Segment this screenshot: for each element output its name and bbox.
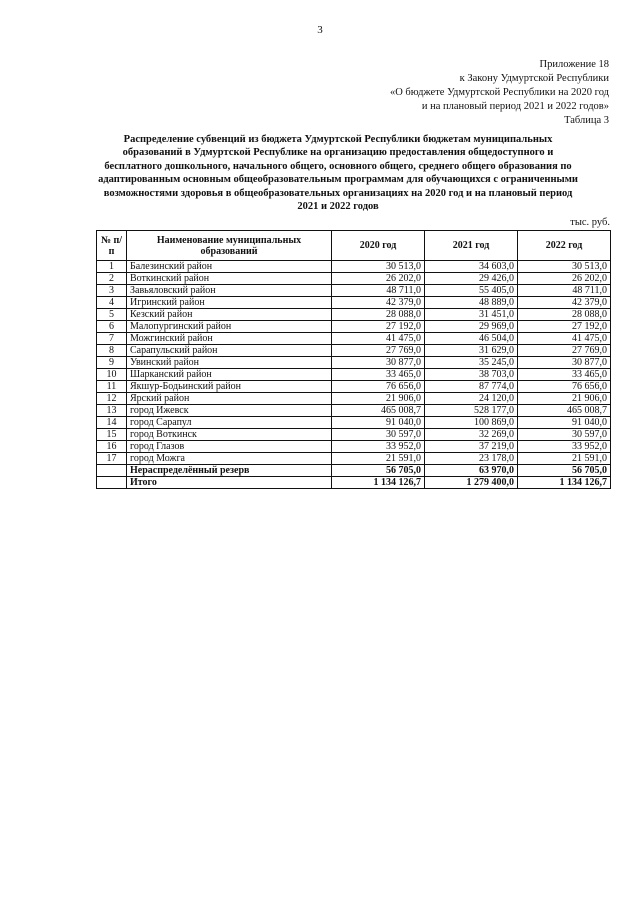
total-row — [97, 477, 611, 489]
cell-num: 14 — [97, 417, 127, 429]
table-row — [97, 285, 611, 297]
title-line: бесплатного дошкольного, начального общего, основного общего, среднего общего образования по — [104, 160, 572, 172]
document-title — [98, 133, 578, 213]
appendix-line: «О бюджете Удмуртской Республики на 2020 год — [389, 87, 609, 98]
table-header-row — [97, 231, 611, 261]
cell-num: 2 — [97, 273, 127, 285]
cell-num: 16 — [97, 441, 127, 453]
cell-2022: 21 591,0 — [518, 453, 611, 465]
cell-2021: 100 869,0 — [425, 417, 518, 429]
cell-2022: 42 379,0 — [518, 297, 611, 309]
cell-2021: 24 120,0 — [425, 393, 518, 405]
units-label: тыс. руб. — [570, 217, 610, 228]
cell-name: город Можга — [127, 453, 332, 465]
cell-num: 9 — [97, 357, 127, 369]
cell-2020: 42 379,0 — [332, 297, 425, 309]
cell-2022: 41 475,0 — [518, 333, 611, 345]
table-row — [97, 453, 611, 465]
table-row — [97, 345, 611, 357]
cell-2021: 37 219,0 — [425, 441, 518, 453]
cell-2022: 33 952,0 — [518, 441, 611, 453]
header-2021: 2021 год — [425, 231, 518, 261]
cell-2021: 63 970,0 — [425, 465, 518, 477]
cell-num: 12 — [97, 393, 127, 405]
cell-num: 8 — [97, 345, 127, 357]
appendix-line: к Закону Удмуртской Республики — [459, 73, 609, 84]
cell-2021: 32 269,0 — [425, 429, 518, 441]
cell-num: 3 — [97, 285, 127, 297]
cell-num: 5 — [97, 309, 127, 321]
cell-name: город Сарапул — [127, 417, 332, 429]
cell-num: 6 — [97, 321, 127, 333]
cell-2022: 27 192,0 — [518, 321, 611, 333]
cell-2022: 30 877,0 — [518, 357, 611, 369]
title-line: адаптированным основным общеобразовательным программам для обучающихся с ограниченными — [98, 174, 578, 186]
table-row — [97, 405, 611, 417]
header-2020: 2020 год — [332, 231, 425, 261]
cell-2020: 30 597,0 — [332, 429, 425, 441]
table-row — [97, 357, 611, 369]
cell-2020: 48 711,0 — [332, 285, 425, 297]
cell-name: Увинский район — [127, 357, 332, 369]
table-row — [97, 441, 611, 453]
header-2022: 2022 год — [518, 231, 611, 261]
cell-name: Воткинский район — [127, 273, 332, 285]
table-row — [97, 381, 611, 393]
cell-2022: 465 008,7 — [518, 405, 611, 417]
cell-2021: 34 603,0 — [425, 261, 518, 273]
cell-num — [97, 477, 127, 489]
table-label: Таблица 3 — [564, 115, 609, 126]
cell-2022: 27 769,0 — [518, 345, 611, 357]
cell-name: город Воткинск — [127, 429, 332, 441]
cell-2022: 30 513,0 — [518, 261, 611, 273]
cell-2020: 26 202,0 — [332, 273, 425, 285]
cell-2020: 27 192,0 — [332, 321, 425, 333]
title-line: возможностями здоровья в общеобразовательных организациях на 2020 год и на плановый период — [103, 187, 573, 199]
page-number: 3 — [317, 24, 323, 36]
cell-2022: 33 465,0 — [518, 369, 611, 381]
cell-name: Завьяловский район — [127, 285, 332, 297]
cell-2021: 29 426,0 — [425, 273, 518, 285]
cell-2020: 33 465,0 — [332, 369, 425, 381]
cell-name: Можгинский район — [127, 333, 332, 345]
cell-2020: 76 656,0 — [332, 381, 425, 393]
cell-2020: 27 769,0 — [332, 345, 425, 357]
cell-2022: 76 656,0 — [518, 381, 611, 393]
cell-2021: 48 889,0 — [425, 297, 518, 309]
cell-name: Нераспределённый резерв — [127, 465, 332, 477]
cell-2020: 56 705,0 — [332, 465, 425, 477]
cell-2022: 26 202,0 — [518, 273, 611, 285]
cell-2022: 28 088,0 — [518, 309, 611, 321]
header-name: Наименование муниципальных образований — [127, 231, 332, 261]
cell-name: Балезинский район — [127, 261, 332, 273]
cell-num: 10 — [97, 369, 127, 381]
cell-name: Якшур-Бодьинский район — [127, 381, 332, 393]
cell-2021: 31 451,0 — [425, 309, 518, 321]
cell-name: Итого — [127, 477, 332, 489]
cell-2021: 23 178,0 — [425, 453, 518, 465]
cell-2020: 21 591,0 — [332, 453, 425, 465]
cell-2021: 31 629,0 — [425, 345, 518, 357]
title-line: 2021 и 2022 годов — [297, 201, 379, 213]
appendix-line: Приложение 18 — [539, 59, 609, 70]
cell-2021: 528 177,0 — [425, 405, 518, 417]
table-row — [97, 417, 611, 429]
cell-num — [97, 465, 127, 477]
cell-num: 15 — [97, 429, 127, 441]
cell-2020: 30 877,0 — [332, 357, 425, 369]
cell-name: Игринский район — [127, 297, 332, 309]
cell-2022: 48 711,0 — [518, 285, 611, 297]
subsidies-table — [96, 230, 611, 489]
header-num: № п/п — [97, 231, 127, 261]
cell-name: Малопургинский район — [127, 321, 332, 333]
cell-2021: 29 969,0 — [425, 321, 518, 333]
cell-2021: 1 279 400,0 — [425, 477, 518, 489]
cell-2021: 46 504,0 — [425, 333, 518, 345]
table-row — [97, 369, 611, 381]
table-row — [97, 309, 611, 321]
cell-2020: 33 952,0 — [332, 441, 425, 453]
cell-num: 13 — [97, 405, 127, 417]
cell-num: 7 — [97, 333, 127, 345]
cell-name: город Ижевск — [127, 405, 332, 417]
cell-name: Ярский район — [127, 393, 332, 405]
cell-num: 17 — [97, 453, 127, 465]
appendix-line: и на плановый период 2021 и 2022 годов» — [421, 101, 609, 112]
cell-2020: 30 513,0 — [332, 261, 425, 273]
table-row — [97, 429, 611, 441]
table-row — [97, 297, 611, 309]
cell-num: 4 — [97, 297, 127, 309]
cell-name: Сарапульский район — [127, 345, 332, 357]
table-row — [97, 333, 611, 345]
cell-2022: 30 597,0 — [518, 429, 611, 441]
table-row — [97, 273, 611, 285]
cell-name: Кезский район — [127, 309, 332, 321]
cell-2021: 35 245,0 — [425, 357, 518, 369]
table-row — [97, 261, 611, 273]
title-line: образований в Удмуртской Республике на организацию предоставления общедоступного и — [122, 147, 554, 159]
cell-num: 11 — [97, 381, 127, 393]
title-line: Распределение субвенций из бюджета Удмуртской Республики бюджетам муниципальных — [123, 134, 553, 145]
cell-2021: 87 774,0 — [425, 381, 518, 393]
cell-2020: 1 134 126,7 — [332, 477, 425, 489]
table-row — [97, 393, 611, 405]
cell-num: 1 — [97, 261, 127, 273]
cell-2021: 38 703,0 — [425, 369, 518, 381]
cell-name: Шарканский район — [127, 369, 332, 381]
cell-2022: 1 134 126,7 — [518, 477, 611, 489]
cell-2022: 56 705,0 — [518, 465, 611, 477]
cell-name: город Глазов — [127, 441, 332, 453]
table-row — [97, 321, 611, 333]
cell-2021: 55 405,0 — [425, 285, 518, 297]
appendix-header — [390, 58, 609, 128]
cell-2020: 28 088,0 — [332, 309, 425, 321]
cell-2020: 41 475,0 — [332, 333, 425, 345]
cell-2020: 21 906,0 — [332, 393, 425, 405]
cell-2022: 21 906,0 — [518, 393, 611, 405]
cell-2020: 465 008,7 — [332, 405, 425, 417]
reserve-row — [97, 465, 611, 477]
cell-2020: 91 040,0 — [332, 417, 425, 429]
cell-2022: 91 040,0 — [518, 417, 611, 429]
